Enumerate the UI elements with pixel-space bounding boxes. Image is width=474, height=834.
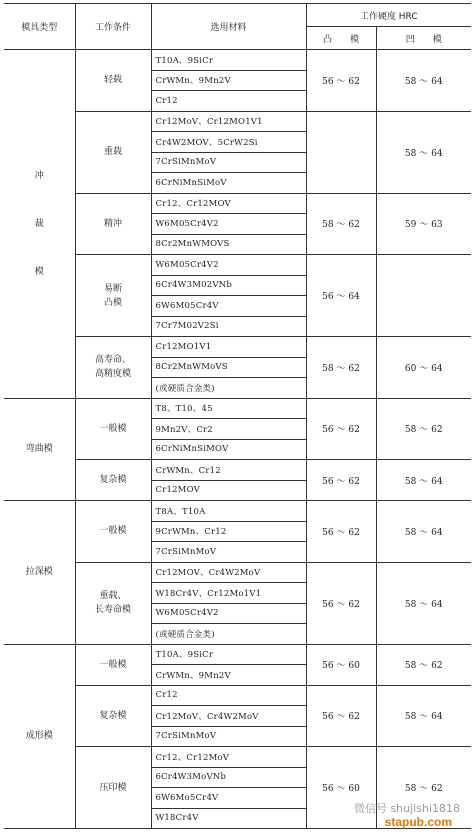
header-mold-type: 模具类型	[4, 4, 75, 50]
material-cell: Cr4W2MOV、5CrW2Si	[151, 132, 306, 153]
material-cell: 9CrWMn、Cr12	[151, 521, 306, 542]
table-row	[4, 460, 471, 481]
material-cell: 9Mn2V、Cr2	[151, 419, 306, 440]
table-row	[4, 398, 471, 419]
header-material: 选用材料	[151, 4, 306, 50]
material-cell: 6W6Mo5Cr4V	[151, 788, 306, 809]
header-hardness: 工作硬度 HRC	[306, 4, 471, 27]
punch-hardness-cell	[306, 111, 376, 193]
material-cell: 6CrNiMnSiMOV	[151, 439, 306, 460]
die-hardness-cell: 58 ～ 64	[376, 50, 471, 112]
table-row	[4, 337, 471, 358]
work-condition-cell: 压印模	[75, 747, 151, 829]
material-cell: T8A、T10A	[151, 501, 306, 522]
header-punch: 凸 模	[306, 27, 376, 50]
work-condition-cell: 复杂模	[75, 685, 151, 747]
punch-hardness-cell: 56 ～ 62	[306, 562, 376, 644]
die-hardness-cell: 58 ～ 64	[376, 685, 471, 747]
material-cell: Cr12、Cr12MoV	[151, 747, 306, 768]
materials-table	[4, 3, 471, 829]
material-cell: Cr12MoV、Cr4W2MoV	[151, 706, 306, 727]
mold-type-cell: 成形模	[4, 644, 75, 829]
die-hardness-cell: 58 ～ 62	[376, 747, 471, 829]
material-cell: CrWMn、Cr12	[151, 460, 306, 481]
die-hardness-cell: 58 ～ 64	[376, 111, 471, 193]
material-cell: W6M05Cr4V2	[151, 214, 306, 235]
die-hardness-cell	[376, 255, 471, 337]
material-cell: 7CrSiMnMoV	[151, 542, 306, 563]
work-condition-cell: 高寿命、 高精度模	[75, 337, 151, 399]
material-cell: T10A、9SiCr	[151, 50, 306, 71]
material-cell: 6Cr4W3MoVNb	[151, 767, 306, 788]
watermark-site: stapub.com	[384, 815, 452, 829]
work-condition-cell: 重载、 长寿命模	[75, 562, 151, 644]
material-cell: 7CrSiMnMoV	[151, 152, 306, 173]
table-row	[4, 193, 471, 214]
table-row	[4, 111, 471, 132]
die-hardness-cell: 58 ～ 64	[376, 460, 471, 501]
work-condition-cell: 一般模	[75, 398, 151, 460]
material-cell: Cr12MOV、Cr4W2MoV	[151, 562, 306, 583]
mold-type-cell: 弯曲模	[4, 398, 75, 501]
material-cell: W18Cr4V、Cr12Mo1V1	[151, 583, 306, 604]
table-row	[4, 685, 471, 706]
material-cell: CrWMn、9Mn2V	[151, 665, 306, 686]
material-cell: (或硬质合金类)	[151, 624, 306, 645]
work-condition-cell: 复杂模	[75, 460, 151, 501]
table-row	[4, 562, 471, 583]
die-hardness-cell: 60 ～ 64	[376, 337, 471, 399]
header-die: 凹 模	[376, 27, 471, 50]
punch-hardness-cell: 56 ～ 60	[306, 644, 376, 685]
material-cell: 8Cr2MnWMoVS	[151, 357, 306, 378]
die-hardness-cell: 58 ～ 62	[376, 644, 471, 685]
table-row	[4, 644, 471, 665]
material-cell: T10A、9SiCr	[151, 644, 306, 665]
work-condition-cell: 一般模	[75, 501, 151, 563]
material-cell: Cr12	[151, 685, 306, 706]
work-condition-cell: 易断 凸模	[75, 255, 151, 337]
die-hardness-cell: 59 ～ 63	[376, 193, 471, 255]
watermark-wechat: 微信号 shujishi1818	[353, 802, 460, 815]
material-cell: 6W6M05Cr4V	[151, 296, 306, 317]
material-cell: (或硬质合金类)	[151, 378, 306, 399]
material-cell: 7CrSiMnMoV	[151, 726, 306, 747]
punch-hardness-cell: 56 ～ 60	[306, 747, 376, 829]
die-hardness-cell: 58 ～ 64	[376, 562, 471, 644]
die-hardness-cell: 58 ～ 62	[376, 398, 471, 460]
table-row	[4, 747, 471, 768]
punch-hardness-cell: 56 ～ 62	[306, 501, 376, 563]
work-condition-cell: 精冲	[75, 193, 151, 255]
mold-type-cell: 拉深模	[4, 501, 75, 645]
material-cell: W6M05Cr4V2	[151, 603, 306, 624]
material-cell: 8Cr2MnWMOVS	[151, 234, 306, 255]
table-row	[4, 255, 471, 276]
material-cell: W6M05Cr4V2	[151, 255, 306, 276]
material-cell: Cr12MOV	[151, 480, 306, 501]
die-hardness-cell: 58 ～ 64	[376, 501, 471, 563]
material-cell: Cr12	[151, 91, 306, 112]
table-row	[4, 501, 471, 522]
punch-hardness-cell: 56 ～ 62	[306, 50, 376, 112]
material-cell: W18Cr4V	[151, 808, 306, 829]
work-condition-cell: 轻载	[75, 50, 151, 112]
punch-hardness-cell: 56 ～ 62	[306, 398, 376, 460]
header-work-condition: 工作条件	[75, 4, 151, 50]
material-cell: Cr12、Cr12MOV	[151, 193, 306, 214]
material-cell: 6Cr4W3M02VNb	[151, 275, 306, 296]
material-cell: 7Cr7M02V2Si	[151, 316, 306, 337]
work-condition-cell: 重载	[75, 111, 151, 193]
punch-hardness-cell: 56 ～ 62	[306, 460, 376, 501]
material-cell: CrWMn、9Mn2V	[151, 70, 306, 91]
table-body	[4, 50, 471, 829]
mold-type-cell: 冲 裁 模	[4, 50, 75, 399]
punch-hardness-cell: 56 ～ 62	[306, 685, 376, 747]
punch-hardness-cell: 56 ～ 64	[306, 255, 376, 337]
table-row	[4, 50, 471, 71]
punch-hardness-cell: 58 ～ 62	[306, 337, 376, 399]
material-cell: Cr12MO1V1	[151, 337, 306, 358]
material-cell: Cr12MoV、Cr12MO1V1	[151, 111, 306, 132]
material-cell: 6CrNiMnSiMoV	[151, 173, 306, 194]
punch-hardness-cell: 58 ～ 62	[306, 193, 376, 255]
material-cell: T8、T10、45	[151, 398, 306, 419]
work-condition-cell: 一般模	[75, 644, 151, 685]
